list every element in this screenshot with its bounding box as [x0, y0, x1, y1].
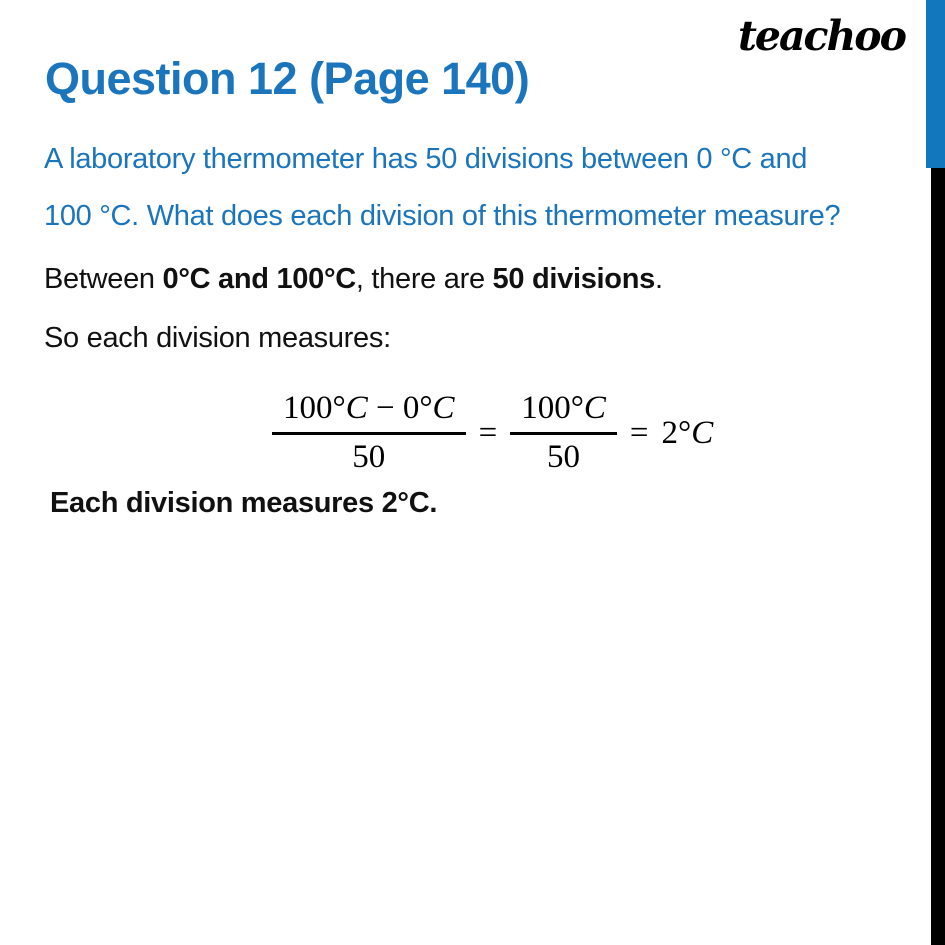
- math-term: 2°: [661, 414, 692, 451]
- question-line-1: A laboratory thermometer has 50 divisions between 0 °C and: [44, 143, 808, 175]
- answer-bold-range: 0°C and 100°C: [162, 263, 356, 295]
- question-line-2: 100 °C. What does each division of this thermometer measure?: [44, 200, 841, 232]
- answer-text-part: .: [654, 263, 663, 295]
- fraction-2-numerator: [510, 390, 617, 432]
- math-term: C: [691, 414, 714, 451]
- fraction-2-denominator: 50: [510, 432, 617, 476]
- right-edge-blue-bar: [926, 0, 945, 168]
- math-term: C: [345, 390, 368, 426]
- math-formula: [272, 390, 713, 476]
- right-edge-black-bar: [931, 168, 945, 945]
- math-term: 100°: [283, 390, 346, 426]
- answer-bold-divisions: 50 divisions: [492, 263, 655, 295]
- answer-text-part: Between: [44, 263, 163, 295]
- math-term: 100°: [521, 390, 584, 426]
- answer-lead-in: So each division measures:: [44, 322, 391, 354]
- answer-statement: [44, 262, 663, 296]
- fraction-2: [510, 390, 617, 476]
- teachoo-logo: teachoo: [737, 12, 905, 60]
- math-term: 0°: [402, 390, 433, 426]
- fraction-1-numerator: [272, 390, 466, 432]
- math-term: C: [432, 390, 455, 426]
- math-operator: −: [367, 390, 403, 426]
- fraction-1-denominator: 50: [272, 432, 466, 476]
- page-title: Question 12 (Page 140): [45, 53, 530, 104]
- conclusion-text: Each division measures 2°C.: [50, 487, 438, 519]
- formula-result: [662, 415, 714, 452]
- math-term: C: [583, 390, 606, 426]
- equals-sign: =: [629, 414, 649, 451]
- fraction-1: [272, 390, 466, 476]
- equals-sign: =: [478, 414, 498, 451]
- question-text: [44, 131, 840, 245]
- answer-text-part: , there are: [355, 263, 493, 295]
